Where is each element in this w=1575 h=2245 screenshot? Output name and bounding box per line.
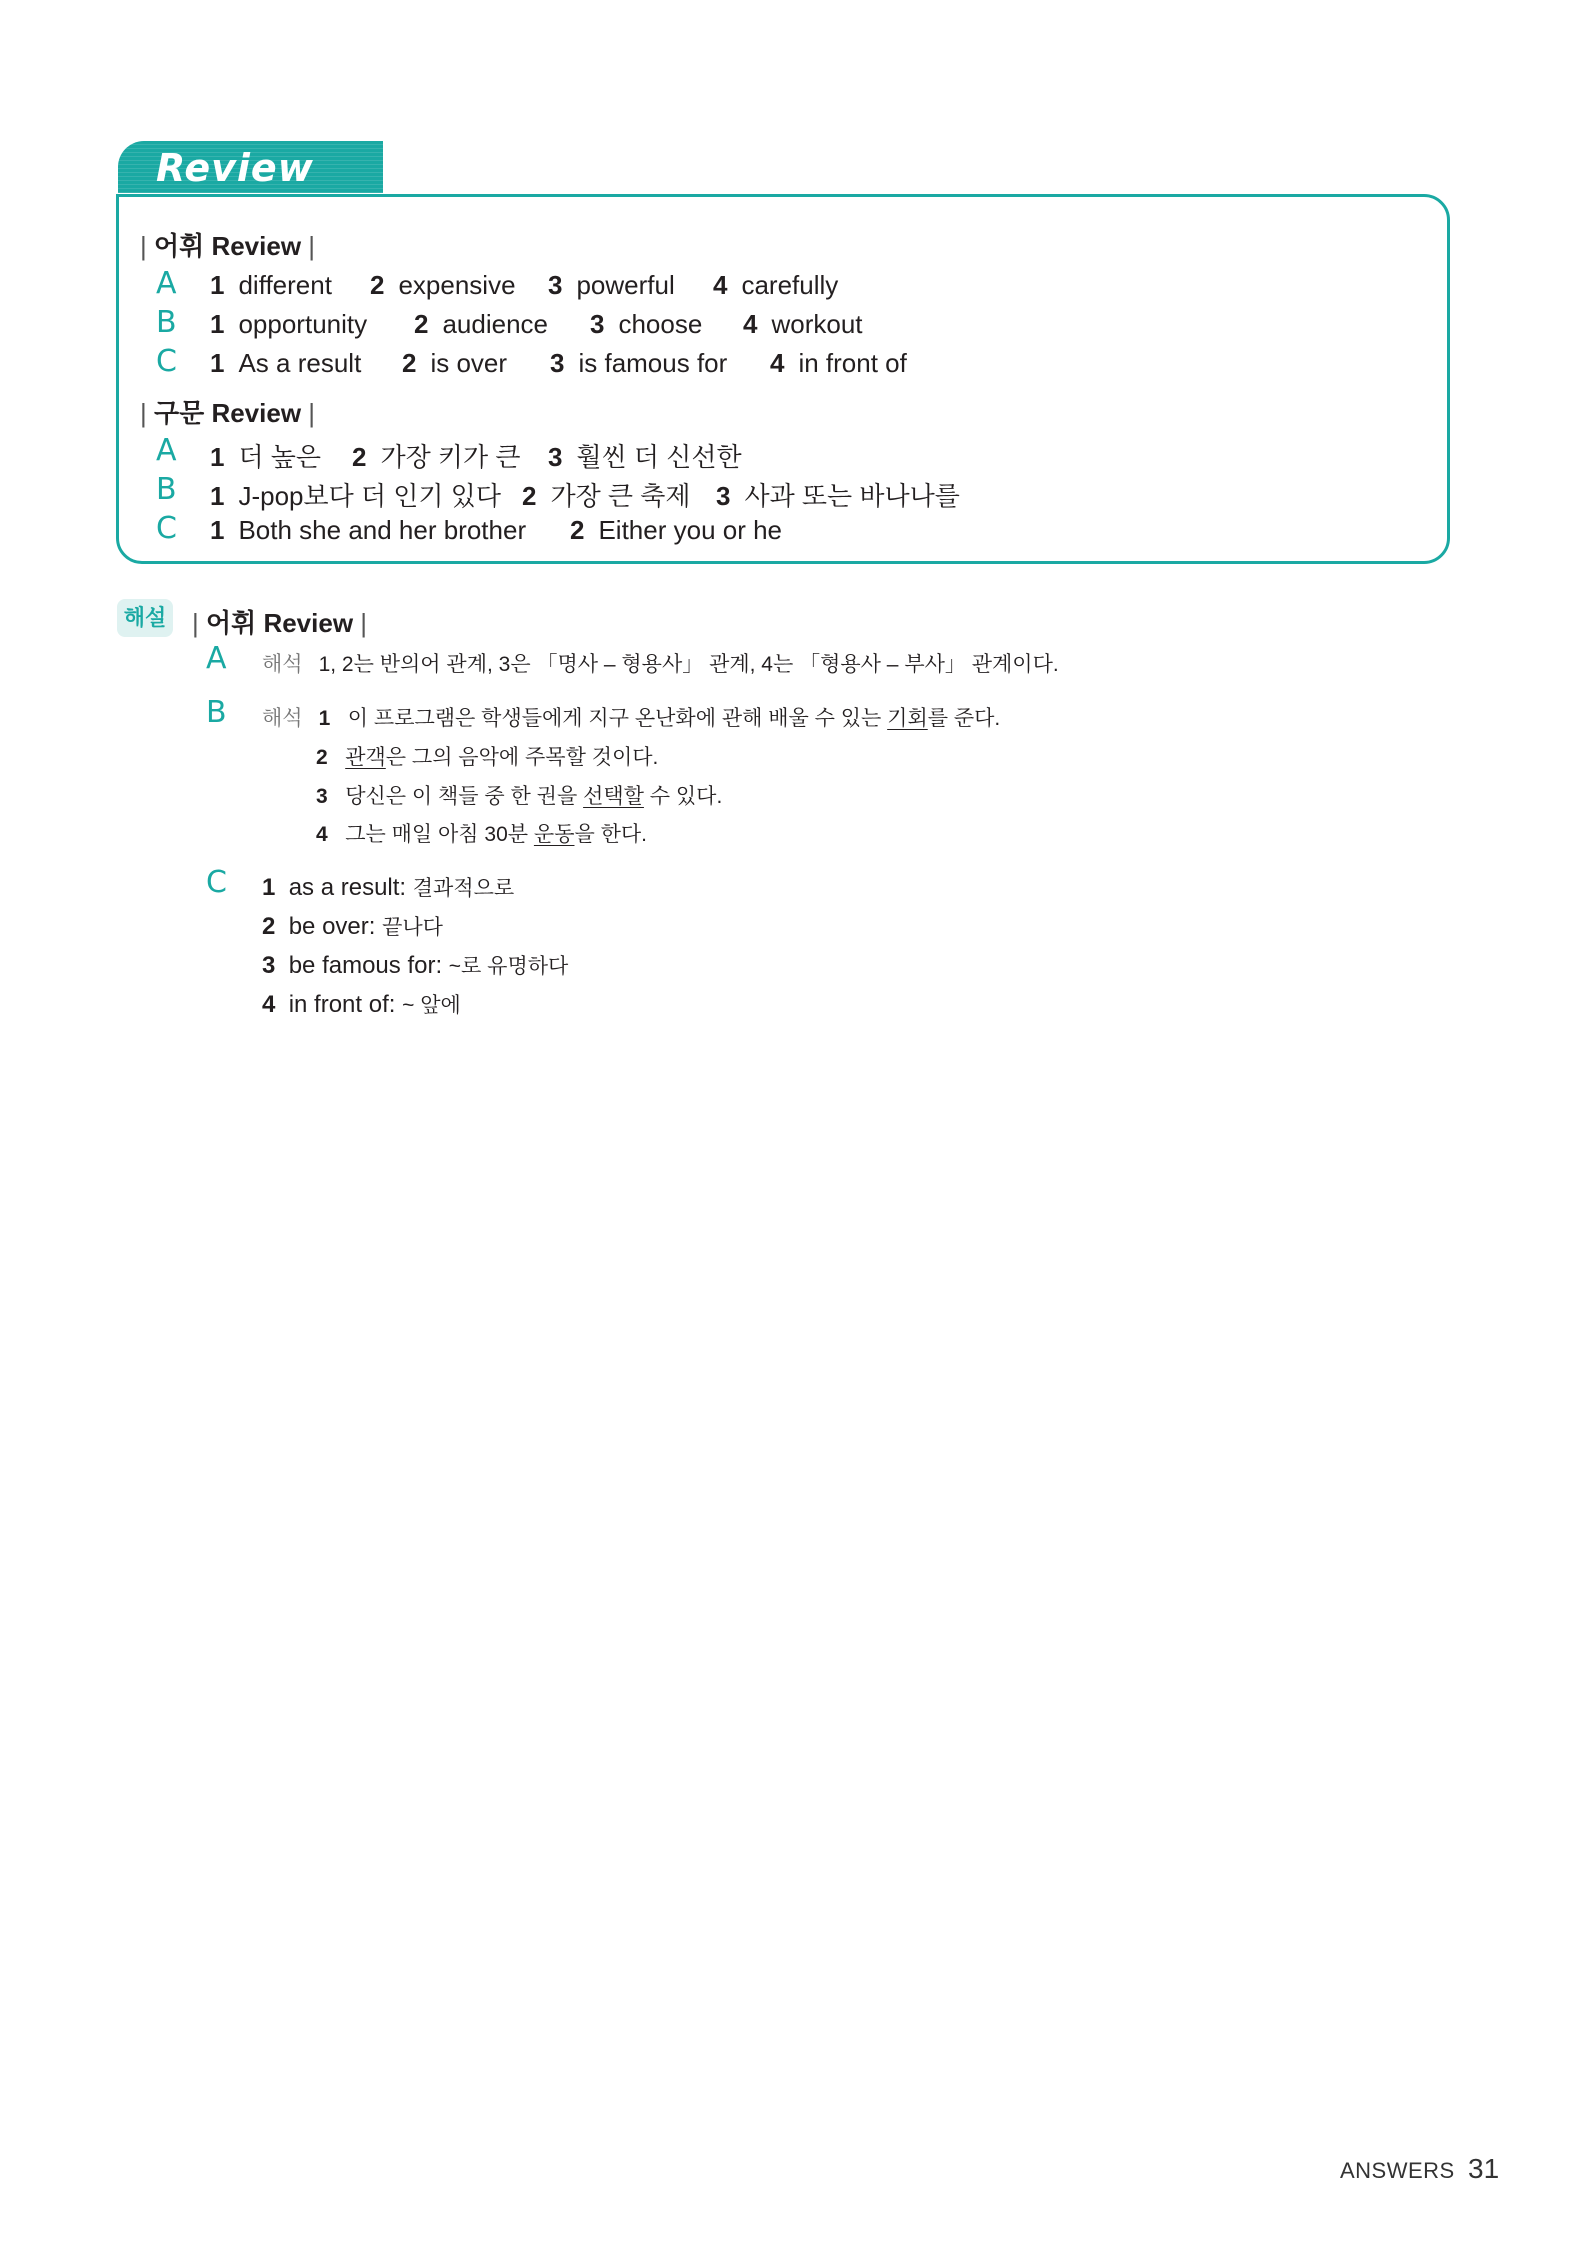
grammar-answer: 3 훨씬 더 신선한 — [548, 442, 742, 472]
vocab-row-letter: A — [156, 266, 177, 301]
vocab-row-letter: B — [156, 305, 177, 340]
review-test-tab — [118, 141, 383, 234]
explanation-heading: | 어휘 Review | — [192, 608, 368, 638]
footer-label: ANSWERS — [1340, 2158, 1455, 2183]
vocab-answer: 2 expensive — [370, 270, 516, 300]
vocab-answer: 1 As a result — [210, 348, 362, 378]
grammar-answer: 1 더 높은 — [210, 442, 322, 472]
review-test-title: Review Test — [156, 146, 314, 234]
vocab-answer: 4 workout — [743, 309, 863, 339]
explanation-c-line: 1 as a result: 결과적으로 — [262, 874, 515, 901]
explanation-b-line: 해석 1 이 프로그램은 학생들에게 지구 온난화에 관해 배울 수 있는 기회를 준다. — [262, 707, 1001, 730]
vocab-answer: 2 audience — [414, 309, 549, 339]
explanation-c-line: 2 be over: 끝나다 — [262, 913, 443, 940]
grammar-answer: 1 Both she and her brother — [210, 515, 527, 545]
explanation-b-line: 4 그는 매일 아침 30분 운동을 한다. — [316, 823, 648, 846]
explanation-letter-a: A — [206, 641, 227, 676]
vocab-answer: 4 carefully — [713, 270, 839, 300]
grammar-answer: 3 사과 또는 바나나를 — [716, 481, 960, 511]
vocab-answer: 4 in front of — [770, 348, 907, 378]
vocab-answer: 3 is famous for — [550, 348, 728, 378]
explanation-c-line: 3 be famous for: ~로 유명하다 — [262, 952, 569, 979]
grammar-row-letter: B — [156, 472, 177, 507]
vocab-row-letter: C — [156, 344, 177, 379]
grammar-answer: 1 J-pop보다 더 인기 있다 — [210, 481, 501, 511]
grammar-answer: 2 가장 키가 큰 — [352, 442, 521, 472]
vocab-answer: 2 is over — [402, 348, 508, 378]
grammar-answer: 2 가장 큰 축제 — [522, 481, 691, 511]
vocab-answer: 1 different — [210, 270, 332, 300]
explanation-letter-c: C — [206, 865, 227, 900]
explanation-c-line: 4 in front of: ~ 앞에 — [262, 991, 461, 1018]
explanation-badge: 해설 — [117, 599, 173, 637]
vocab-answer: 1 opportunity — [210, 309, 368, 339]
grammar-answer: 2 Either you or he — [570, 515, 783, 545]
vocab-review-heading: | 어휘 Review | — [140, 231, 316, 261]
grammar-row-letter: A — [156, 433, 177, 468]
vocab-answer: 3 choose — [590, 309, 703, 339]
explanation-letter-b: B — [206, 695, 227, 730]
explanation-a-text: 해석 1, 2는 반의어 관계, 3은 「명사 – 형용사」 관계, 4는 「형용사 – 부사」 관계이다. — [262, 653, 1059, 676]
grammar-review-heading: | 구문 Review | — [140, 398, 316, 428]
explanation-b-line: 3 당신은 이 책들 중 한 권을 선택할 수 있다. — [316, 785, 723, 808]
page-number: 31 — [1468, 2153, 1500, 2184]
vocab-answer: 3 powerful — [548, 270, 675, 300]
grammar-row-letter: C — [156, 511, 177, 546]
explanation-b-line: 2 관객은 그의 음악에 주목할 것이다. — [316, 746, 659, 769]
